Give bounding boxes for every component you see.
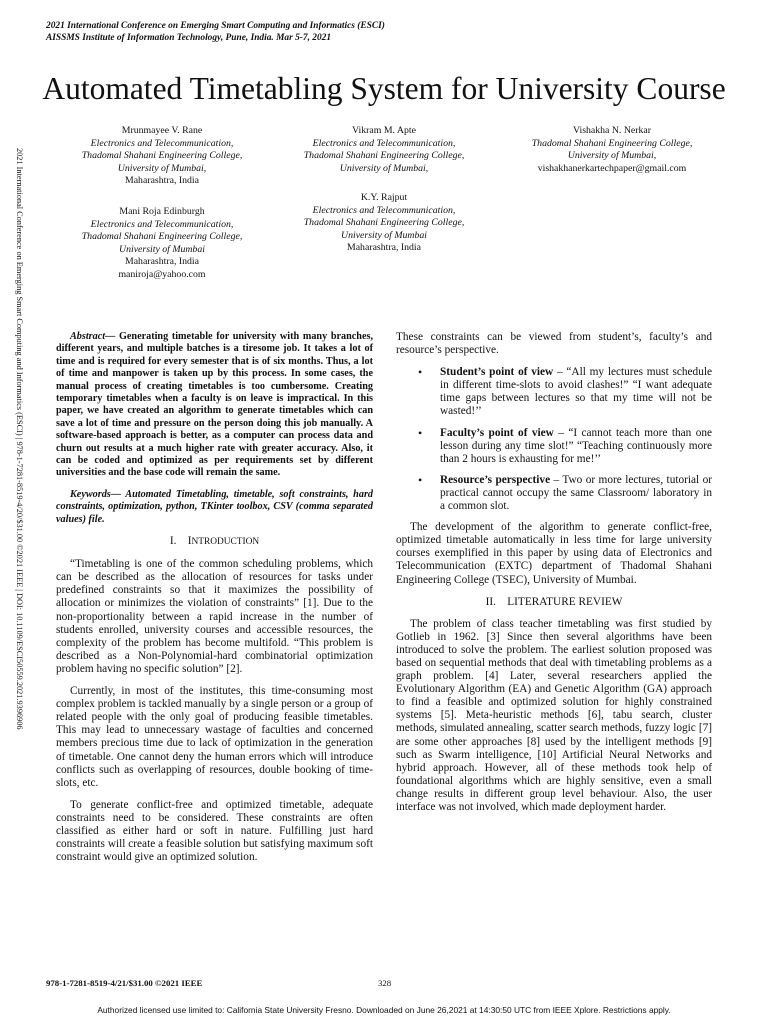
conference-header xyxy=(46,20,385,44)
author-univ: University of Mumbai xyxy=(119,243,205,255)
constraints-intro: These constraints can be viewed from student’s, faculty’s and resource’s perspective. xyxy=(396,331,712,357)
author-name: Mani Roja Edinburgh xyxy=(119,206,205,217)
left-column xyxy=(56,331,373,873)
section-heading-introduction xyxy=(56,535,373,549)
keywords xyxy=(56,489,373,526)
section-number: II. xyxy=(485,595,496,608)
author-univ: University of Mumbai, xyxy=(567,150,657,162)
doi-sidebar-text: 2021 International Conference on Emerging Smart Computing and Informatics (ESCI) | 978-1-7281-8519-4/20/$31.00 ©2021 IEEE | DOI: 10.1109/ESCI50559.2021.9396906 xyxy=(15,148,24,730)
authorized-use-notice: Authorized licensed use limited to: California State University Fresno. Downloaded on June 26,2021 at 14:30:50 UTC from IEEE Xplore. Restrictions apply. xyxy=(97,1005,671,1015)
bullet-sep: – xyxy=(550,473,563,486)
author-univ: University of Mumbai, xyxy=(339,162,429,174)
author-place: Maharashtra, India xyxy=(125,175,199,187)
keywords-text: Automated Timetabling, timetable, soft constraints, hard constraints, optimization, python, TKinter toolbox, CSV (comma separated values) file. xyxy=(56,488,373,525)
literature-paragraph: The problem of class teacher timetabling was first studied by Gotlieb in 1962. [3] Since then several algorithms have been introduced to solve the problem. The earliest solution proposed was based on sequential methods that deal with timetabling problems as a graph problem. [4] Later, several researchers applied the Evolutionary Algorithm (EA) and Genetic Algorithm (GA) approach to find a feasible and optimized solution for highly constrained systems [5]. Meta-heuristic methods [6], tabu search, cluster methods, simulated annealing, scatter search methods, fuzzy logic [7] are some other approaches [8] used by the intelligent methods [9] such as Swarm intelligence, [10] Artificial Neural Networks and hybrid approach. However, all of these methods took help of foundational algorithms which are highly sensitive, even a small change results in different group level behaviour. Also, the user interface was not involved, which made deployment harder. xyxy=(396,617,712,813)
author-univ: University of Mumbai, xyxy=(117,162,207,174)
list-item xyxy=(396,474,712,513)
author-college: Thadomal Shahani Engineering College, xyxy=(303,150,465,162)
author-name: Vishakha N. Nerkar xyxy=(572,125,652,136)
bullet-text: Two or more lectures, tutorial or practical cannot occupy the same Classroom/ laboratory in a common slot. xyxy=(440,473,713,513)
intro-paragraph-3: To generate conflict-free and optimized timetable, adequate constraints need to be considered. These constraints are often classified as either hard or soft in nature. Fulfilling just hard constraints will create a feasible solution but satisfying maximum soft constraint would give an optimized solution. xyxy=(56,798,373,864)
author-block xyxy=(502,125,722,175)
conference-line-2: AISSMS Institute of Information Technology, Pune, India. Mar 5-7, 2021 xyxy=(46,33,332,43)
author-name: K.Y. Rajput xyxy=(360,192,408,203)
bullet-heading: Resource’s perspective xyxy=(440,473,551,486)
section-title: LITERATURE REVIEW xyxy=(507,595,623,608)
author-name: Mrunmayee V. Rane xyxy=(121,125,203,136)
author-place: Maharashtra, India xyxy=(347,242,421,254)
author-block xyxy=(62,206,262,282)
intro-paragraph-2: Currently, in most of the institutes, this time-consuming most complex problem is tackled manually by a single person or a group of related people with the only goal of producing feasible timetables. This may lead to unnecessary wastage of faculties and concerned members precious time due to lack of optimization in the generation of timetable. One cannot deny the human errors which will introduce conflicts such as overlapping of resources, double booking of time-slots, etc. xyxy=(56,685,373,789)
bullet-sep: – xyxy=(553,366,567,379)
intro-paragraph-1: “Timetabling is one of the common scheduling problems, which can be described as the allocation of resources for tasks under predefined constraints so that it maximizes the possibility of allocation or minimizes the violation of constraints” [1]. Due to the non-proportionality between a rapid increase in the number of students enrolled, university courses and accessible resources, the complexity of the problem has become multifold. “This problem is described as a Non-Polynomial-hard combinatorial optimization problem having no specific solution” [2]. xyxy=(56,558,373,675)
abstract-text: Generating timetable for university with many branches, different years, and multiple batches is a tiresome job. It takes a lot of time and is required for every semester that is of six months. Thus, a lot of time and manpower is taken up by this process. In some cases, the manual process of creating timetables is too cumbersome. Creating temporary timetables when a faculty is on leave is impractical. In this paper, we have created an algorithm to generate timetables which can save a lot of time and pressure on the person doing this job manually. A software-based approach is better, as a computer can process data and churn out results at a much higher rate with greater accuracy. Also, it can be coded and optimized as per requirements set by different universities and the base code will remain the same. xyxy=(56,331,373,479)
right-column xyxy=(396,331,712,823)
author-block xyxy=(284,125,484,175)
list-item xyxy=(396,427,712,466)
author-block xyxy=(62,125,262,188)
author-dept: Electronics and Telecommunication, xyxy=(312,204,456,216)
bullet-text: “All my lectures must schedule in different time-slots to avoid clashes!” “I want adequate time gaps between lectures so that my time will not be wasted!’’ xyxy=(440,366,713,418)
footer-isbn: 978-1-7281-8519-4/21/$31.00 ©2021 IEEE xyxy=(46,978,203,988)
author-name: Vikram M. Apte xyxy=(352,125,416,136)
author-email[interactable]: maniroja@yahoo.com xyxy=(118,268,206,280)
bullet-sep: – xyxy=(553,426,569,439)
abstract-label: Abstract— xyxy=(70,331,116,342)
author-dept: Electronics and Telecommunication, xyxy=(312,137,456,149)
author-college: Thadomal Shahani Engineering College, xyxy=(81,150,243,162)
section-title-first: I xyxy=(187,535,192,548)
perspective-list xyxy=(396,366,712,513)
keywords-label: Keywords— xyxy=(70,488,121,500)
author-univ: University of Mumbai xyxy=(341,229,427,241)
author-email[interactable]: vishakhanerkartechpaper@gmail.com xyxy=(537,162,687,174)
section-number: I. xyxy=(169,535,177,548)
bullet-text: “I cannot teach more than one lesson during any time slot!” “Teaching continuously more than 2 hours is exhausting for me!’’ xyxy=(440,426,713,465)
author-dept: Electronics and Telecommunication, xyxy=(90,137,234,149)
section-heading-literature-review xyxy=(396,596,712,609)
abstract xyxy=(56,331,373,480)
author-college: Thadomal Shahani Engineering College, xyxy=(81,231,243,243)
author-place: Maharashtra, India xyxy=(125,256,199,268)
list-item xyxy=(396,366,712,418)
author-block xyxy=(284,192,484,255)
author-college: Thadomal Shahani Engineering College, xyxy=(531,137,693,149)
development-paragraph: The development of the algorithm to generate conflict-free, optimized timetable automatically in less time for large university courses exemplified in this paper by using data of Electronics and Telecommunication (EXTC) department of Thadomal Shahani Engineering College (TSEC), University of Mumbai. xyxy=(396,521,712,586)
conference-line-1: 2021 International Conference on Emerging Smart Computing and Informatics (ESCI) xyxy=(46,21,385,31)
bullet-heading: Student’s point of view xyxy=(440,366,554,379)
doi-sidebar xyxy=(6,148,26,866)
section-title-rest: NTRODUCTION xyxy=(191,537,260,548)
paper-title: Automated Timetabling System for University Course xyxy=(42,71,726,106)
bullet-heading: Faculty’s point of view xyxy=(440,426,554,439)
page-number: 328 xyxy=(378,978,392,988)
author-college: Thadomal Shahani Engineering College, xyxy=(303,217,465,229)
author-dept: Electronics and Telecommunication, xyxy=(90,218,234,230)
